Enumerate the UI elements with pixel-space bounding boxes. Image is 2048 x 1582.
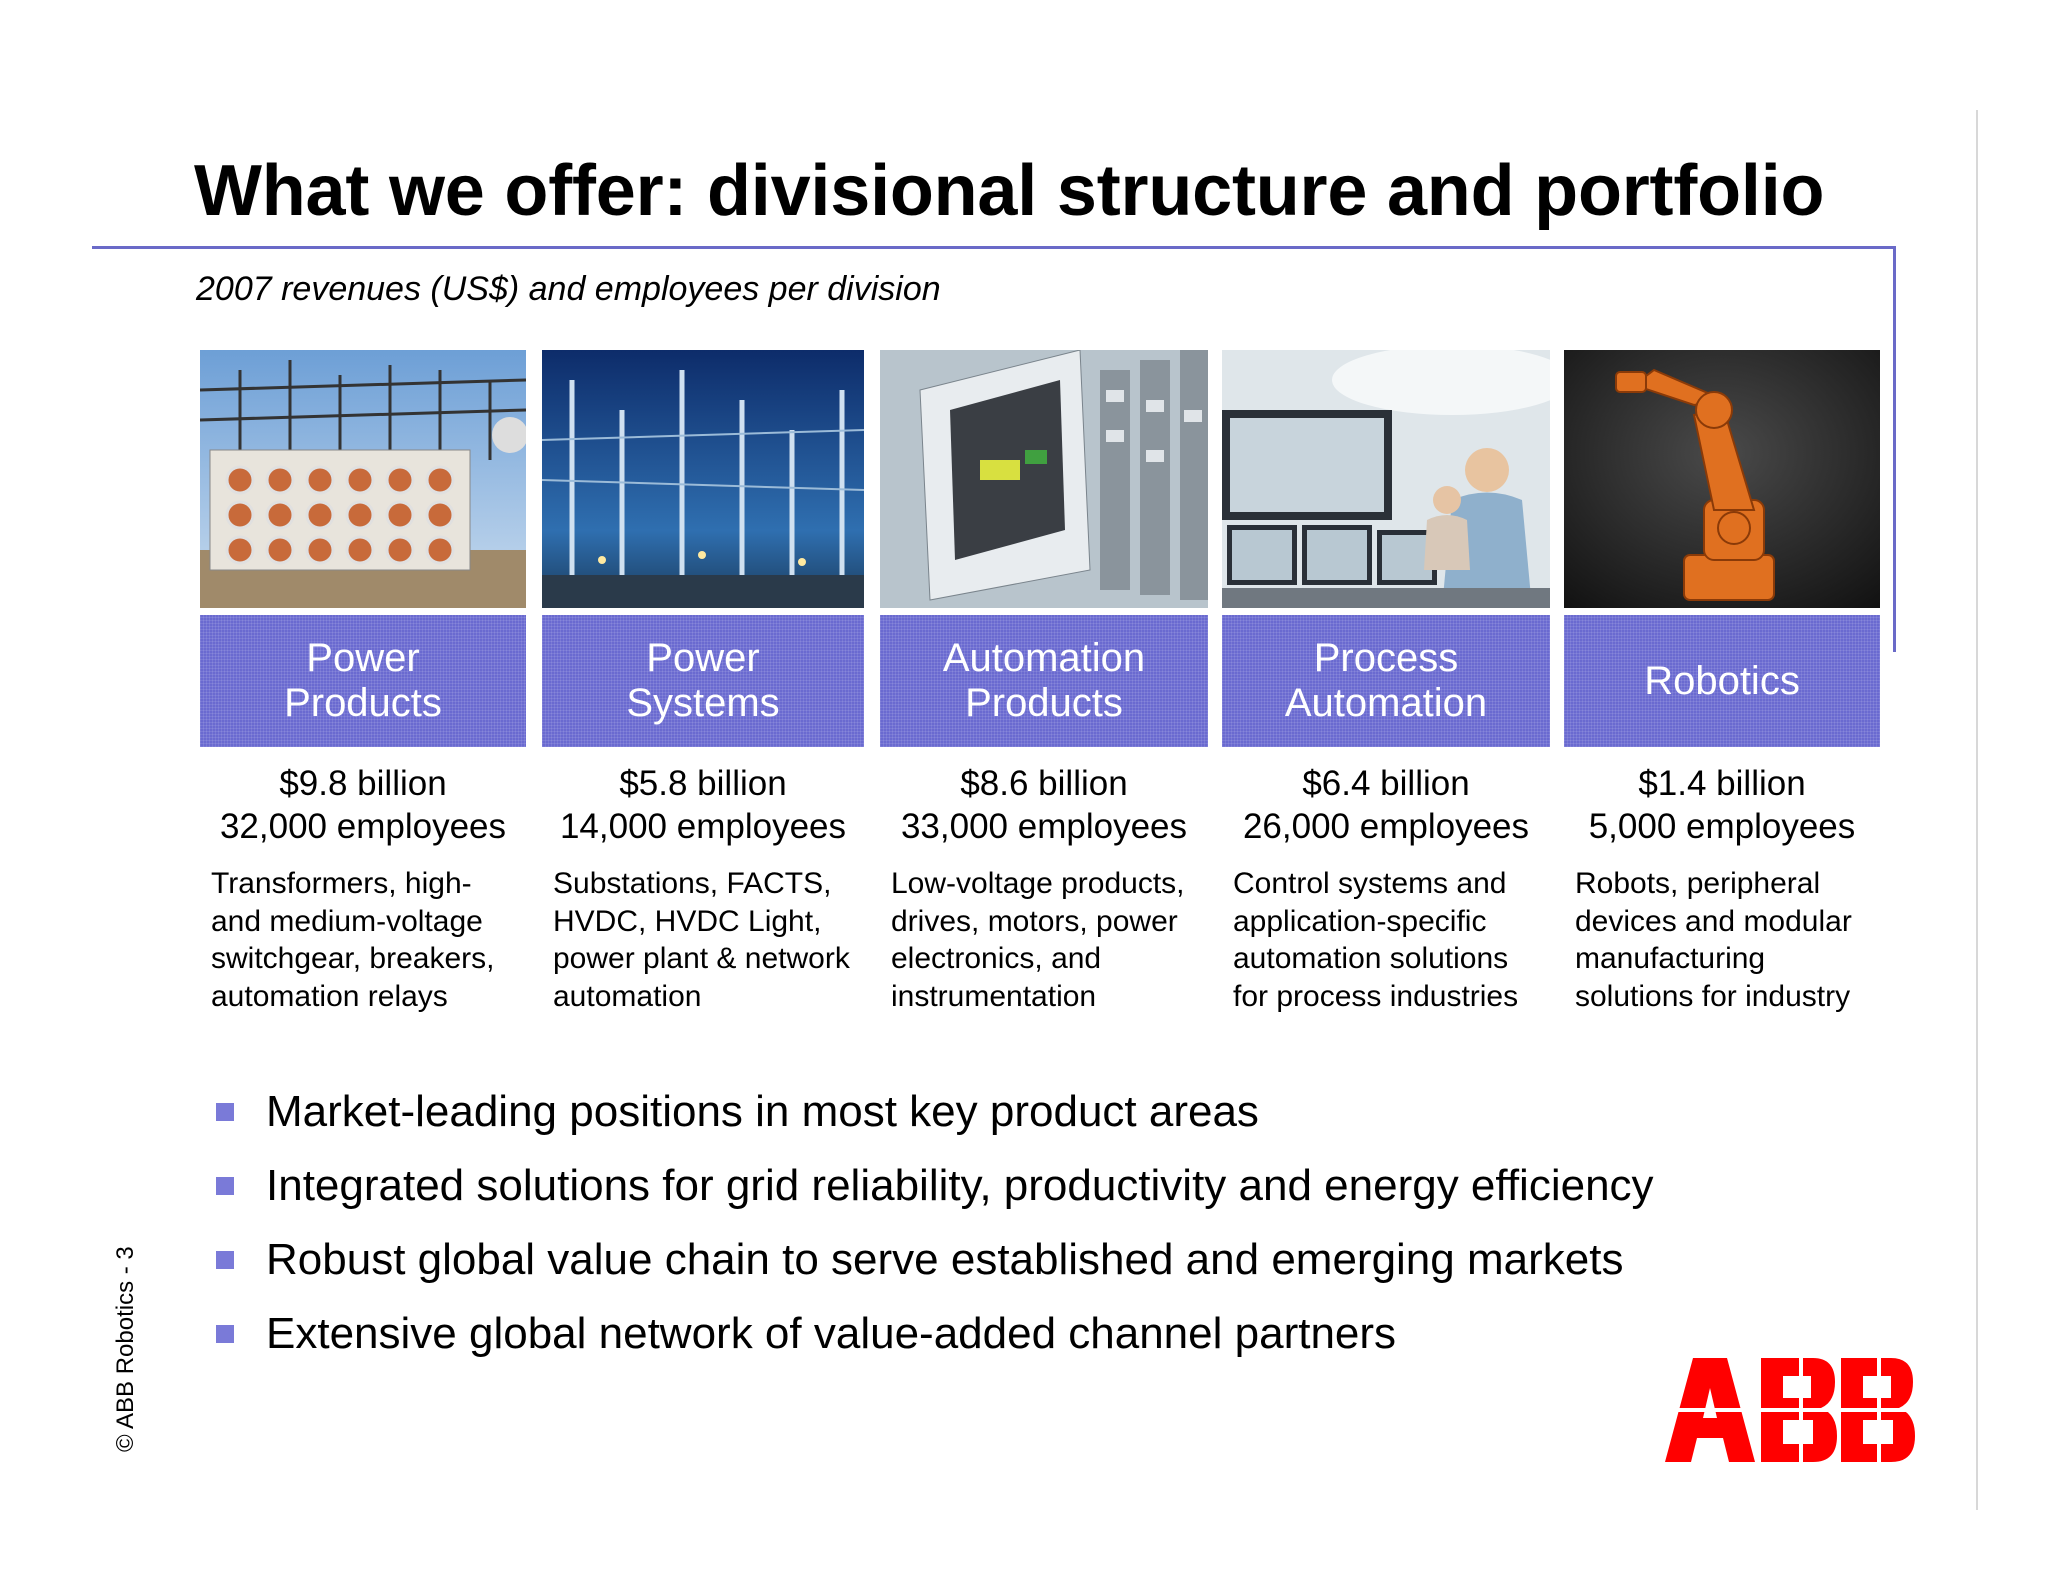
division-employees: 26,000 employees: [1242, 807, 1530, 846]
division-description: Transformers, high- and medium-voltage switchgear, breakers, automation relays: [211, 867, 495, 1013]
division-employees: 32,000 employees: [219, 807, 507, 846]
square-bullet-icon: [216, 1325, 234, 1343]
division-employees: 5,000 employees: [1588, 807, 1856, 846]
division-description: Robots, peripheral devices and modular manufacturing solutions for industry: [1575, 867, 1852, 1013]
division-header: Power Products: [200, 615, 526, 747]
title-divider: [92, 246, 1896, 249]
bullet-item: [216, 1149, 1654, 1223]
square-bullet-icon: [216, 1251, 234, 1269]
division-employees: 14,000 employees: [559, 807, 847, 846]
bullet-item: [216, 1223, 1654, 1297]
division-description: Substations, FACTS, HVDC, HVDC Light, power plant & network automation: [553, 867, 850, 1013]
bullet-text: Robust global value chain to serve established and emerging markets: [266, 1235, 1624, 1284]
bullet-item: [216, 1297, 1654, 1371]
control-room-photo: [1222, 350, 1550, 608]
division-revenue: $8.6 billion: [960, 764, 1128, 803]
division-header: Process Automation: [1222, 615, 1550, 747]
square-bullet-icon: [216, 1177, 234, 1195]
right-accent-line: [1893, 246, 1896, 652]
copyright-footer: © ABB Robotics - 3: [112, 1246, 139, 1452]
division-revenue: $5.8 billion: [619, 764, 787, 803]
division-header: Robotics: [1564, 615, 1880, 747]
bullet-text: Extensive global network of value-added channel partners: [266, 1309, 1397, 1358]
division-header: Power Systems: [542, 615, 864, 747]
bullet-text: Integrated solutions for grid reliability, productivity and energy efficiency: [266, 1161, 1654, 1210]
division-revenue: $9.8 billion: [279, 764, 447, 803]
division-header: Automation Products: [880, 615, 1208, 747]
division-description: Low-voltage products, drives, motors, power electronics, and instrumentation: [891, 867, 1185, 1013]
division-revenue: $6.4 billion: [1302, 764, 1470, 803]
switchgear-photo: [880, 350, 1208, 608]
page-edge-line: [1976, 110, 1978, 1510]
division-revenue: $1.4 billion: [1638, 764, 1806, 803]
division-description: Control systems and application-specific automation solutions for process industries: [1233, 867, 1519, 1013]
page-subtitle: 2007 revenues (US$) and employees per division: [196, 270, 941, 308]
page-title: What we offer: divisional structure and portfolio: [194, 151, 1825, 231]
bullet-item: [216, 1075, 1654, 1149]
robot-arm-photo: [1564, 350, 1880, 608]
transformer-photo: [200, 350, 526, 608]
square-bullet-icon: [216, 1103, 234, 1121]
bullet-text: Market-leading positions in most key product areas: [266, 1087, 1259, 1136]
substation-photo: [542, 350, 864, 608]
division-employees: 33,000 employees: [900, 807, 1188, 846]
bullet-list: [216, 1075, 1654, 1371]
abb-logo: [1665, 1358, 1915, 1462]
